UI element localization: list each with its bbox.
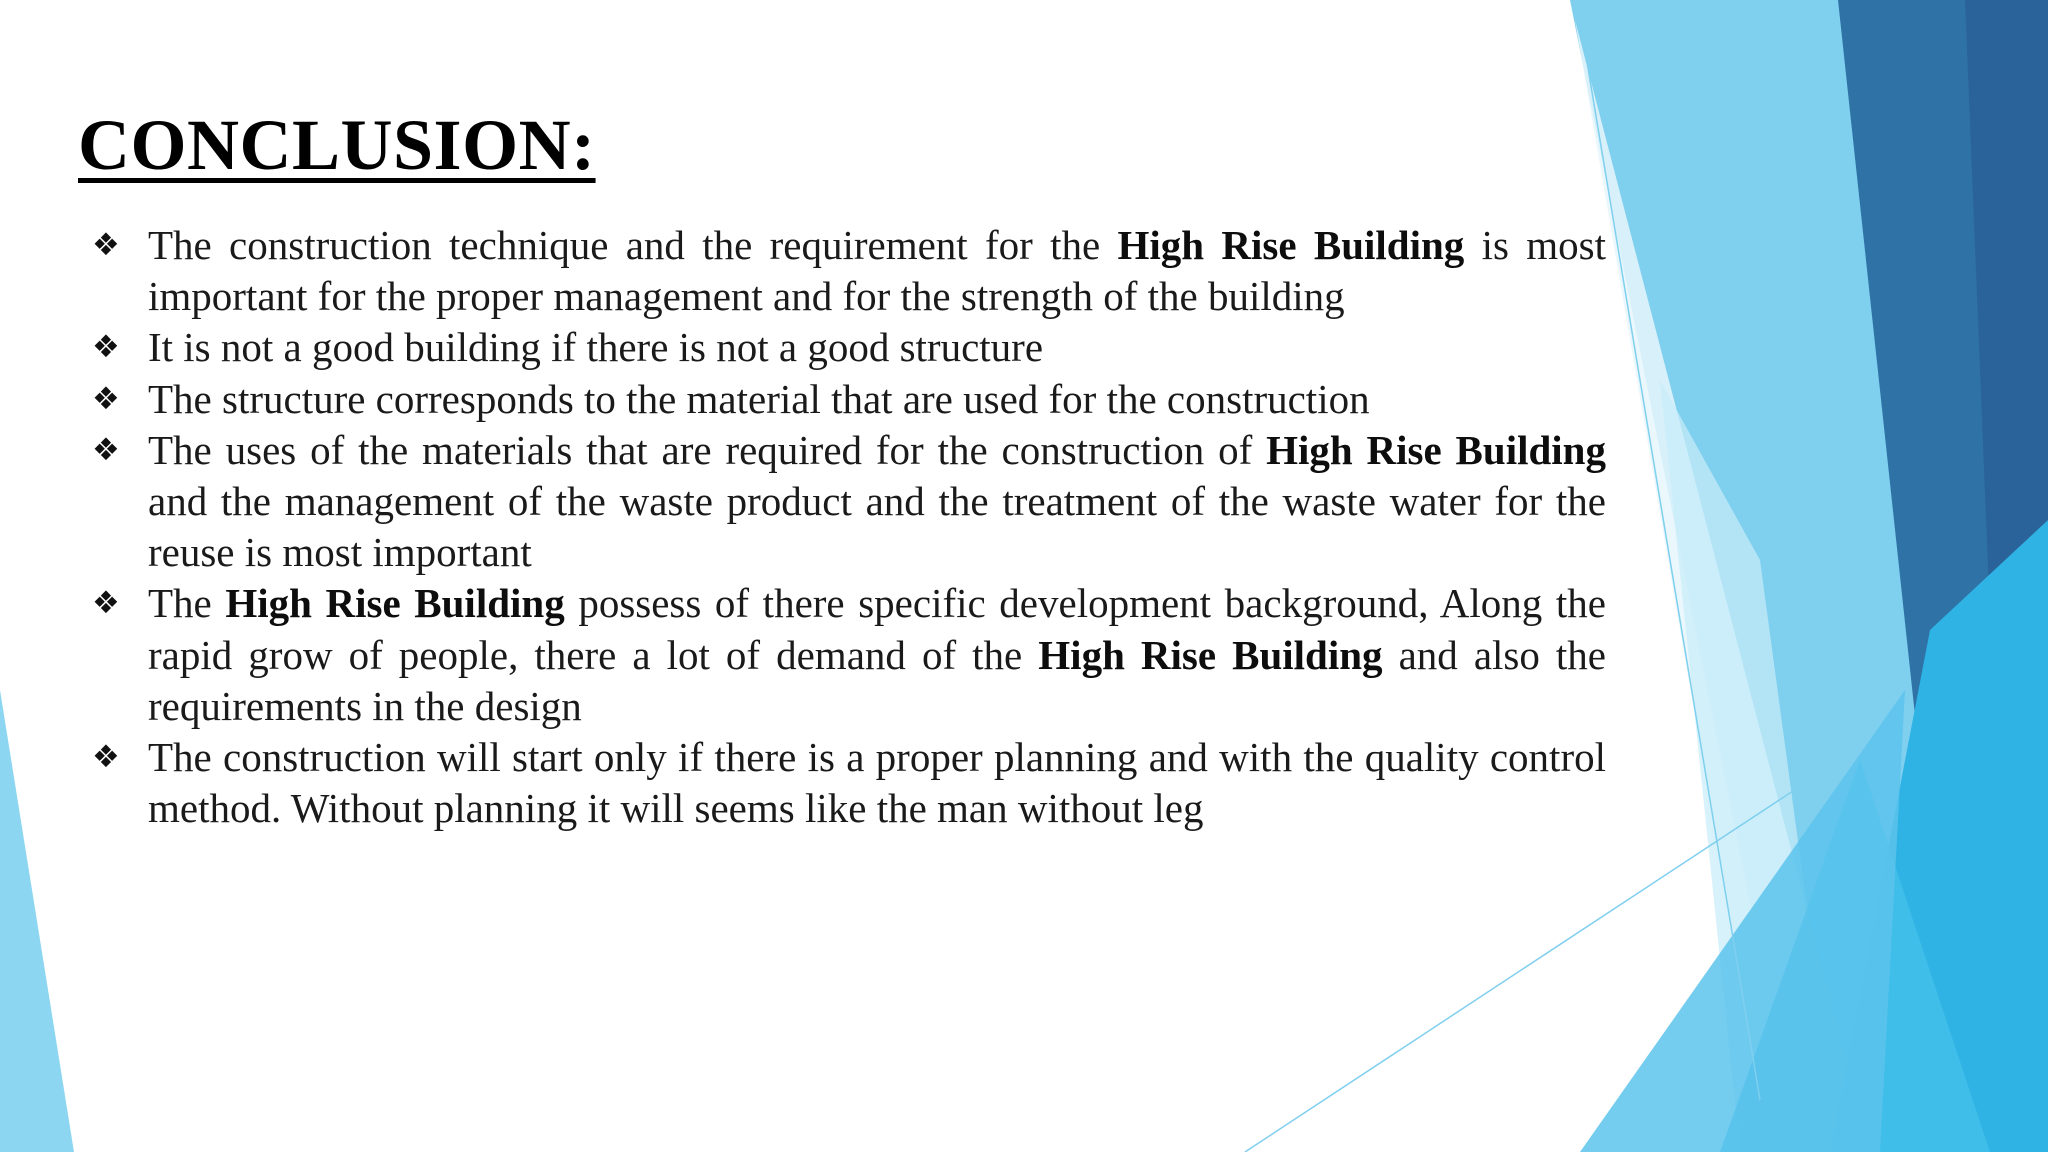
bullet-text: possess of there specific development background, Along the rapid grow of people, there a lot of demand of the bbox=[148, 580, 1606, 678]
bullet-text: The structure corresponds to the material that are used for the construction bbox=[148, 375, 1370, 422]
bullet-item bbox=[88, 425, 1606, 579]
left-edge-sliver bbox=[0, 690, 74, 1152]
bullet-item bbox=[88, 322, 1606, 373]
bullet-bold-text: High Rise Building bbox=[1117, 222, 1465, 268]
diamond-bullet-icon: ❖ bbox=[92, 431, 120, 468]
bullet-item bbox=[88, 732, 1606, 834]
bullet-item bbox=[88, 578, 1606, 732]
bullet-text: is most important for the proper management and for the strength of the building bbox=[148, 222, 1606, 320]
diamond-bullet-icon: ❖ bbox=[92, 329, 120, 366]
bullet-text: and the management of the waste product and the treatment of the waste water for the reuse is most important bbox=[148, 478, 1606, 576]
bullet-item bbox=[88, 374, 1606, 425]
bullet-bold-text: High Rise Building bbox=[1266, 426, 1606, 473]
bullet-item bbox=[88, 220, 1606, 322]
bullet-text: The construction technique and the requirement for the bbox=[148, 222, 1118, 268]
bullet-text: The uses of the materials that are required for the construction of bbox=[148, 426, 1267, 473]
diamond-bullet-icon: ❖ bbox=[92, 739, 120, 776]
bullet-text: It is not a good building if there is not a good structure bbox=[148, 324, 1044, 371]
diamond-bullet-icon: ❖ bbox=[92, 380, 120, 417]
bullet-text: The construction will start only if there is a proper planning and with the quality control method. Without planning it will seems like the man without leg bbox=[148, 734, 1606, 832]
bullet-text: The bbox=[148, 580, 226, 627]
bullet-text: and also the requirements in the design bbox=[148, 631, 1607, 729]
page-title: CONCLUSION: bbox=[78, 105, 596, 185]
bullet-bold-text: High Rise Building bbox=[1038, 631, 1383, 678]
bullet-bold-text: High Rise Building bbox=[225, 580, 565, 627]
conclusion-bullet-list bbox=[88, 220, 1606, 834]
diamond-bullet-icon: ❖ bbox=[92, 227, 120, 263]
diamond-bullet-icon: ❖ bbox=[92, 585, 120, 622]
